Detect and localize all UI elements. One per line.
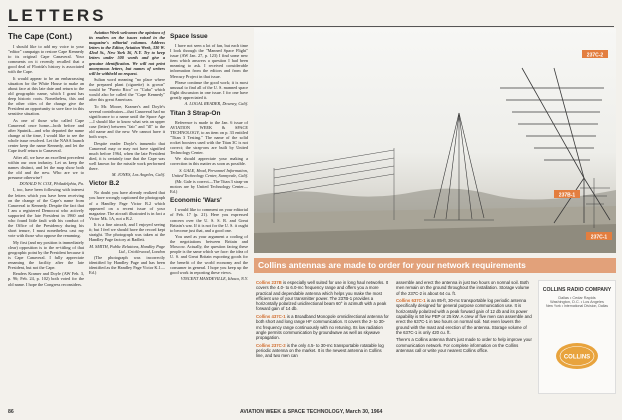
company-info-box	[538, 280, 616, 394]
photo-label: 237C-2	[586, 52, 604, 59]
letter-paragraph: Readers Kramer and Doyle (AW Feb. 3, p. 96; Feb. 24, p. 102) both voted for the old name. I hope the Congress reconsiders.	[8, 271, 84, 287]
model-tag-237c1	[586, 232, 612, 240]
editor-note: Aviation Week welcomes the opinions of its readers on the issues raised in the magazine's editorial columns. Address letters to the Editor, Aviation Week, 330 W. 42nd St., New York 36, N.Y. Try to keep letters under 500 words and give a genuine identification. We will not print anonymous letters, but names of writers will be withheld on request.	[89, 30, 165, 76]
letter-paragraph: Please continue the good work; it is most unusual to find all of the U. S. manned space flight discussion in one issue. I for one have greatly appreciated it.	[170, 79, 248, 101]
ad-model-name: Collins 237C-2	[256, 342, 286, 348]
ad-paragraph	[396, 337, 532, 353]
letter-signature: A. LOGAL READER, Downey, Calif.	[184, 101, 248, 107]
page-number: 86	[8, 409, 14, 415]
letters-column-3	[170, 30, 248, 405]
letters-column-2	[89, 30, 165, 405]
letter-headline: Economic 'Wars'	[170, 197, 222, 205]
ad-paragraph-text: There's a Collins antenna that's just made to order to help improve your communication network. For complete information on the Collins antennas call or write your nearest Collins office.	[396, 337, 532, 353]
ad-paragraph-text: assemble and erect the antenna in just two hours on normal soil. Both men remain on the ground throughout the installation. Storage volume of the 237C-2 is about 64 cu. ft.	[396, 280, 530, 296]
letter-signature: DONALD W. COX, Philadelphia, Pa.	[19, 181, 84, 187]
photo-label: 237C-1	[590, 234, 608, 241]
ad-paragraph-text: is an 85-ft, 30-mc transportable log periodic antenna specifically designed for general purpose communication use. It is horizontally polarized with a peak forward gain of 12 db and its power capability is 50 kw PEP or 25 kW. A crew of five men can assemble and erect the 637C-1 in two hours on normal soil. Not even lowers the ground with the mast and erection of the antenna. Storage volume of the 637C-1 is only 420 cu. ft.	[396, 298, 532, 335]
ad-paragraph-text: is especially well suited for use in long haul networks. It covers the 4.0- to 6.0-mc frequency range and offers you a more practical and dependable antenna which helps you make the most efficient use of your transmitter power. The 237B-1 provides a horizontally polarized unidirectional beam 60° in azimuth with a peak forward gain of 14 db.	[256, 280, 389, 312]
title-rule	[8, 26, 614, 27]
photo-label: 237B-1	[558, 192, 576, 199]
model-tag-237b1	[554, 190, 580, 198]
letter-signature: M. SMITH, Public Relations, Handley Page Ltd., Cricklewood, London	[89, 243, 165, 254]
ad-paragraph	[256, 343, 390, 359]
letter-headline: The Cape (Cont.)	[8, 32, 72, 41]
editor-footnote: (Mr. Gale is correct—The Titan 3 strap-on motors are by United Technology Center—Ed.)	[170, 179, 248, 195]
page-title: LETTERS	[8, 6, 107, 25]
ad-column-left	[256, 280, 390, 361]
company-office-line: Washington, D.C. • Los Angeles	[550, 300, 604, 304]
antenna-photo	[254, 28, 616, 253]
ad-paragraph	[396, 298, 532, 335]
letter-paragraph: I should like to add my voice to your "editor" campaign to restore Cape Kennedy to its original Cape Canaveral. Your comments on it recently recalled that a good deal of Florida's history is associated with the Cape.	[8, 44, 84, 75]
letter-paragraph: To Mr. Moore, Kramer's and Doyle's several contributors—that Canaveral had no significance to a name until the Space Age—I should like to know what sets an upper case (letter) between "fair" and "ill" to the old name and the new. We cannot have it both ways.	[89, 103, 165, 140]
letter-paragraph: I would like to comment on your editorial of Feb. 17 (p. 21). Here you expressed concern over the U. S. S. R. and Great Britain's war. If it is not for the U. S. it ought to become just that, and a good one.	[170, 207, 248, 233]
letter-headline: Titan 3 Strap-On	[170, 109, 221, 117]
letter-paragraph: It is a fine aircraft, and I enjoyed seeing it; but I feel we should have the record kept straight. The photograph was taken at the Handley Page factory at Radlett.	[89, 222, 165, 243]
letter-paragraph: I have not seen a lot of fan, but each time I look through the "Manned Space Flight" issue (AW Jan. 27, p. 123) I find some new item which answers a question I had been meaning to ask. I received considerable information from the editors and from the Mercury Project in that issue.	[170, 43, 248, 79]
letter-paragraph: We should appreciate your making a correction in this matter as soon as possible.	[170, 156, 248, 167]
letter-paragraph: My first (and my position is immediately clear) opposition is to the re-titling of that geographic point by the President because it is Cape Canaveral. I fully appreciate renaming the facility after the late President, but not the Cape.	[8, 239, 84, 271]
ad-paragraph-text: is a Broadband Monopole omnidirectional antenna for both short and long range HF communication. It covers the 2- to 30-mc frequency range continuously with no retuning. Its low radiation angle permits communication by groundwave as well as skywave propagation.	[256, 313, 389, 341]
letters-column-1	[8, 30, 84, 405]
ad-paragraph	[256, 280, 390, 312]
ad-headline: Collins antennas are made to order for your network requirements	[254, 258, 616, 273]
letter-paragraph: After all, we have an excellent precedent within our own industry. Let us keep the names distinct, and let the map show both the old and the new. Who are we to presume otherwise?	[8, 154, 84, 180]
model-tag-237c2	[582, 50, 608, 58]
ad-model-name: Collins 437C-1	[256, 313, 286, 319]
ad-column-middle	[396, 280, 532, 355]
letter-headline: Space Issue	[170, 33, 208, 40]
antenna-illustration	[254, 28, 616, 253]
letter-signature: M. JONES, Los Angeles, Calif.	[111, 172, 165, 178]
ad-paragraph-text: is the only 4.5- to 30-mc transportable rotatable log periodic antenna on the market. It is the newest antenna in Collins line, and two men can	[256, 342, 384, 359]
ad-model-name: Collins 637C-1	[396, 298, 426, 304]
letter-signature: VINCENT MANDEVILLE, Ithaca, N.Y.	[180, 275, 248, 281]
ad-paragraph	[396, 280, 532, 296]
company-name: COLLINS RADIO COMPANY	[542, 287, 612, 293]
letter-paragraph: Sultan word meaning "no place where the prepared plant (cigarette) is grown" would be "Puerto Rico" or "Cuba" which would also be called the "Cape Kennedy" after this great American.	[89, 77, 165, 103]
letter-headline: Victor B.2	[89, 180, 120, 188]
collins-logo	[555, 342, 599, 370]
letter-paragraph: It would appear to be an embarrassing situation for the White House to make an about face at this late date and return to the old geographic name, which I grant has deep historic roots. Nonetheless, this and the other cities of the change give the President an opportunity to save face in this sensitive situation.	[8, 75, 84, 117]
logo-text: COLLINS	[563, 354, 591, 361]
letter-paragraph: No doubt you have already realized that you have wrongly captioned the photograph of a Handley Page Victor B.2 which appeared on a recent issue of your magazine. The aircraft illustrated is in fact a Victor Mk. 1A, not a B.2.	[89, 190, 165, 221]
editor-footnote: (The photograph was incorrectly identified by Handley Page and has been identified as the Handley Page Victor K.1—Ed.)	[89, 255, 165, 276]
company-office-line: New York • International Division, Dallas	[545, 304, 609, 308]
letter-paragraph: I, too, have been following with interest the letters which you have been receiving on the change of the Cape's name from Canaveral to Kennedy. Despite the fact that I am a registered Democrat who actively supported the late President in 1960 and who found little fault with his conduct of the Office of the Presidency during his short tenure, I must nonetheless cast my vote with those who oppose the renaming.	[8, 187, 84, 239]
publication-line: AVIATION WEEK & SPACE TECHNOLOGY, March 30, 1964	[240, 409, 383, 415]
letter-paragraph: Reference is made to the Jan. 6 issue of AVIATION WEEK & SPACE TECHNOLOGY, to an item on p. 33 entitled "Titan 3 Testing." The name of the solid rocket boosters used with the Titan 3C is not correct; the strap-ons are built by United Technology Center.	[170, 119, 248, 156]
letter-signature: S. GALE, Head, Personnel Information, United Technology Center, Sunnyvale, Calif.	[171, 167, 248, 178]
ad-paragraph	[256, 314, 390, 340]
letter-paragraph: You used as your argument a cooling of the negotiations between Britain and Moscow. Actually, the question facing these people is the same which we face: the idea of U. S. and Great Britain exporting goods for the benefit of the world economy and the consumer in general. I hope you keep up the good work in reporting these views.	[170, 234, 248, 275]
letter-paragraph: Despite reader Doyle's innuendo that Canaveral may or may not have signified much before 1964, when the late President died, it is certainly true that the Cape was well known for the missile work performed there.	[89, 140, 165, 171]
letter-paragraph: As one of those who called Cape Canaveral once home—both before and after Sputnik—and who departed the name change at the time, I would like to see the whole issue resolved. Let the NASA launch center keep the name Kennedy, and let the Cape itself return to Canaveral.	[8, 117, 84, 154]
company-office-line: Dallas • Cedar Rapids	[558, 296, 596, 300]
ad-model-name: Collins 237B	[256, 280, 282, 285]
